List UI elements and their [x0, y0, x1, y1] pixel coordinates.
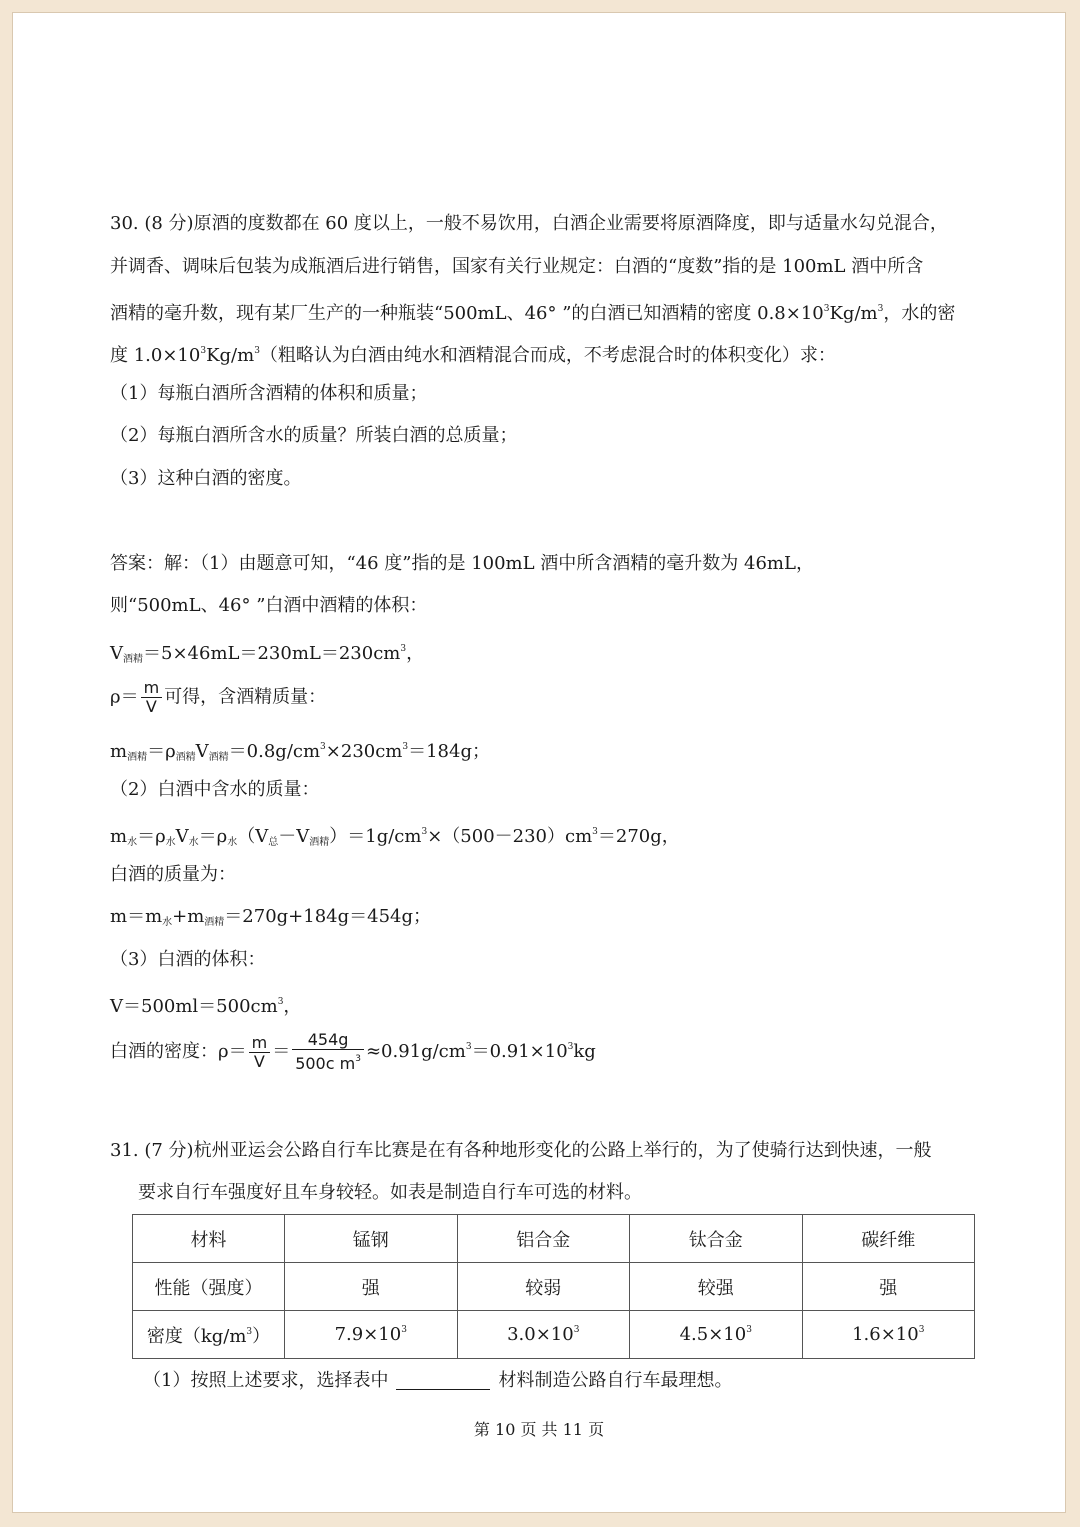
answer-line-5: $m_{酒精}=\rho_{酒精}V_{酒精}=0.8g/cm^3\times 230cm^3=184g$；: [110, 741, 490, 763]
q30-sub-question-2: （2）每瓶白酒所含水的质量？所装白酒的总质量；: [110, 425, 518, 446]
answer-line-9: $m=m_水+m_{酒精}=270g+184g=454g$；: [110, 906, 432, 928]
fraction-454-over-500: $\frac{454g}{500c m^3}$: [292, 1031, 364, 1073]
table-cell: 强: [285, 1263, 458, 1311]
answer-line-3: $V_{酒精}=5\times 46mL=230mL=230cm^3$，: [110, 643, 425, 665]
answer-line-1: 答案：解：（1）由题意可知，“46 度”指的是 100mL 酒中所含酒精的毫升数为 46mL，: [110, 553, 814, 574]
materials-table: [132, 1214, 975, 1359]
table-row-strength: [133, 1263, 975, 1311]
answer-line-10: （3）白酒的体积：: [110, 949, 266, 970]
table-cell: 碳纤维: [802, 1215, 975, 1263]
q30-stem-line-1: 30. (8 分)原酒的度数都在 60 度以上，一般不易饮用，白酒企业需要将原酒降度，即与适量水勾兑混合，: [110, 213, 948, 234]
q31-stem-line-2: 要求自行车强度好且车身较轻。如表是制造自行车可选的材料。: [138, 1182, 642, 1203]
q31-stem-line-1: 31. (7 分)杭州亚运会公路自行车比赛是在有各种地形变化的公路上举行的，为了使骑行达到快速，一般: [110, 1140, 932, 1161]
q30-sub-question-1: （1）每瓶白酒所含酒精的体积和质量；: [110, 383, 428, 404]
table-cell: $7.9\times 10^3$: [285, 1311, 458, 1359]
answer-blank: [396, 1371, 490, 1390]
answer-line-12: 白酒的密度：ρ＝ $\frac{m}{V}$ ＝ $\frac{454g}{500c m^3}$ $\approx 0.91g/cm^3=0.91\times 10^3kg$: [110, 1030, 596, 1073]
answer-line-6: （2）白酒中含水的质量：: [110, 779, 320, 800]
table-cell: 较弱: [457, 1263, 630, 1311]
table-cell: 锰钢: [285, 1215, 458, 1263]
table-row-header: [133, 1215, 975, 1263]
q30-stem-line-4: 度 $1.0\times 10^3Kg/m^3$（粗略认为白酒由纯水和酒精混合而成，不考虑混合时的体积变化）求：: [110, 345, 836, 366]
q30-sub-question-3: （3）这种白酒的密度。: [110, 468, 302, 489]
fraction-m-over-v: $\frac{m}{V}$: [141, 679, 163, 716]
answer-line-4: ρ＝ $\frac{m}{V}$ 可得，含酒精质量：: [110, 678, 327, 716]
q30-stem-line-2: 并调香、调味后包装为成瓶酒后进行销售，国家有关行业规定：白酒的“度数”指的是 100mL 酒中所含: [110, 256, 924, 277]
table-cell: $1.6\times 10^3$: [802, 1311, 975, 1359]
table-cell: 钛合金: [630, 1215, 803, 1263]
page-footer: 第 10 页 共 11 页: [473, 1420, 605, 1439]
q30-stem-line-3: 酒精的毫升数，现有某厂生产的一种瓶装“500mL、46° ”的白酒已知酒精的密度 $0.8\times 10^3Kg/m^3$，水的密: [110, 303, 956, 324]
q31-sub-question-1: （1）按照上述要求，选择表中 材料制造公路自行车最理想。: [143, 1370, 733, 1391]
table-cell: $4.5\times 10^3$: [630, 1311, 803, 1359]
answer-line-11: $V=500ml=500cm^3$，: [110, 996, 302, 1017]
table-cell: 强: [802, 1263, 975, 1311]
table-cell: $3.0\times 10^3$: [457, 1311, 630, 1359]
table-cell: 密度$(kg/m^3)$: [133, 1311, 285, 1359]
answer-line-8: 白酒的质量为：: [110, 864, 236, 885]
answer-line-7: $m_水=\rho_水V_水=\rho_水(V_总-V_{酒精})=1g/cm^3\times(500-230)cm^3=270g$，: [110, 826, 680, 848]
document-page: [12, 12, 1066, 1513]
table-row-density: [133, 1311, 975, 1359]
table-cell: 性能（强度）: [133, 1263, 285, 1311]
table-cell: 铝合金: [457, 1215, 630, 1263]
table-cell: 较强: [630, 1263, 803, 1311]
answer-line-2: 则“500mL、46° ”白酒中酒精的体积：: [110, 595, 428, 616]
table-cell: 材料: [133, 1215, 285, 1263]
fraction-m-over-v-2: $\frac{m}{V}$: [249, 1034, 271, 1071]
